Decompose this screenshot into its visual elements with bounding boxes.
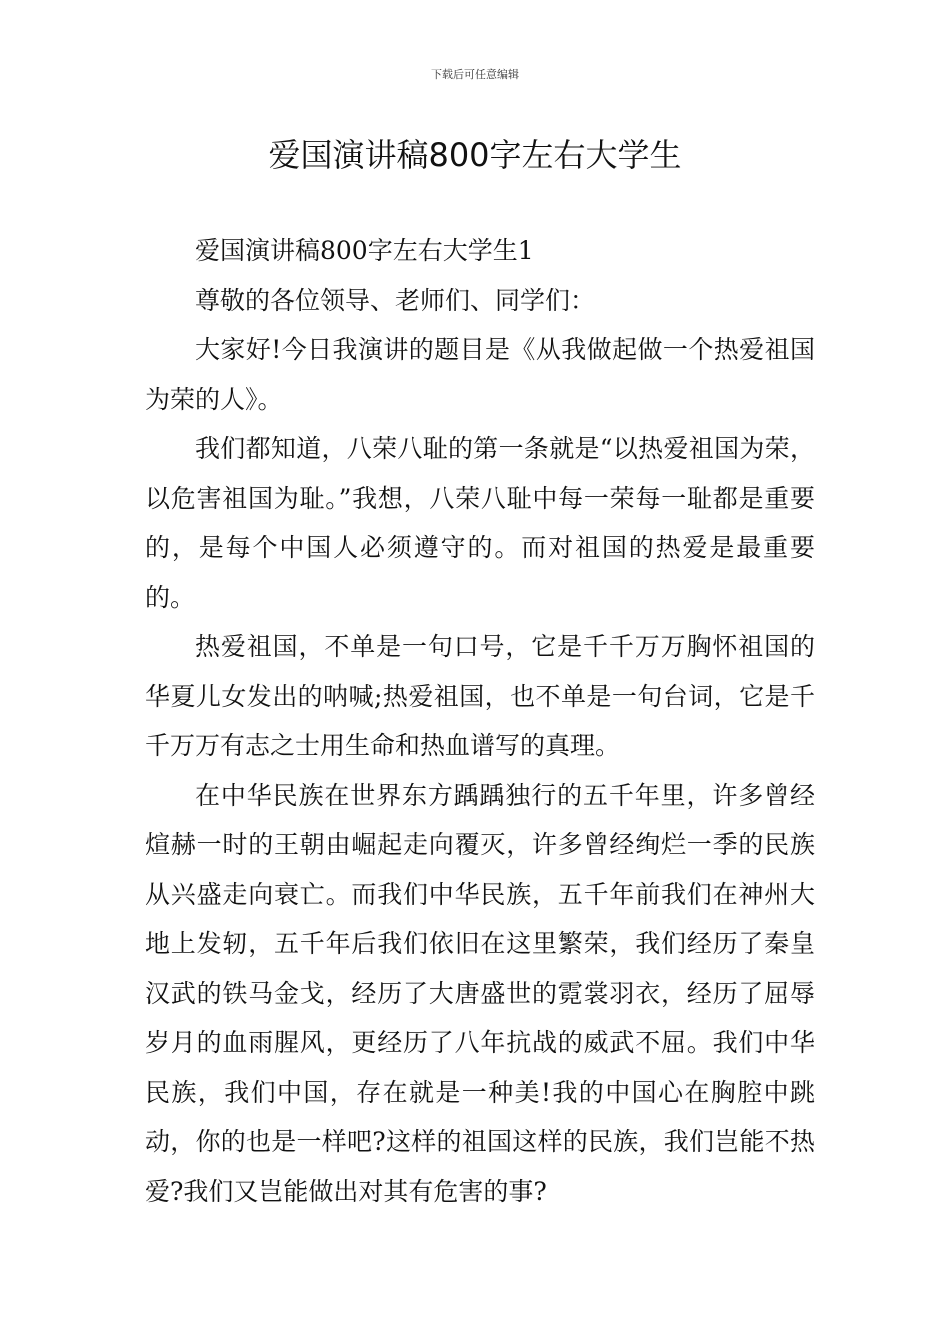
paragraph-salutation: 尊敬的各位领导、老师们、同学们： — [195, 285, 596, 315]
document-body — [145, 226, 815, 1216]
paragraph-subtitle: 爱国演讲稿800字左右大学生1 — [195, 236, 534, 265]
header-note: 下载后可任意编辑 — [431, 68, 519, 81]
paragraph-honor-disgrace: 我们都知道，八荣八耻的第一条就是“以热爱祖国为荣，以危害祖国为耻。”我想，八荣八耻中每一荣每一耻都是重要的，是每个中国人必须遵守的。而对祖国的热爱是最重要的。 — [145, 434, 815, 612]
paragraph-history: 在中华民族在世界东方踽踽独行的五千年里，许多曾经煊赫一时的王朝由崛起走向覆灭，许多曾经绚烂一季的民族从兴盛走向衰亡。而我们中华民族，五千年前我们在神州大地上发轫，五千年后我们依旧在这里繁荣，我们经历了秦皇汉武的铁马金戈，经历了大唐盛世的霓裳羽衣，经历了屈辱岁月的血雨腥风，更经历了八年抗战的威武不屈。我们中华民族，我们中国，存在就是一种美!我的中国心在胸腔中跳动，你的也是一样吧?这样的祖国这样的民族，我们岂能不热爱?我们又岂能做出对其有危害的事? — [145, 780, 815, 1206]
paragraph-greeting: 大家好!今日我演讲的题目是《从我做起做一个热爱祖国为荣的人》。 — [145, 335, 815, 414]
document-title: 爱国演讲稿800字左右大学生 — [268, 136, 682, 174]
paragraph-love-country: 热爱祖国，不单是一句口号，它是千千万万胸怀祖国的华夏儿女发出的呐喊;热爱祖国，也不单是一句台词，它是千千万万有志之士用生命和热血谱写的真理。 — [145, 632, 815, 760]
